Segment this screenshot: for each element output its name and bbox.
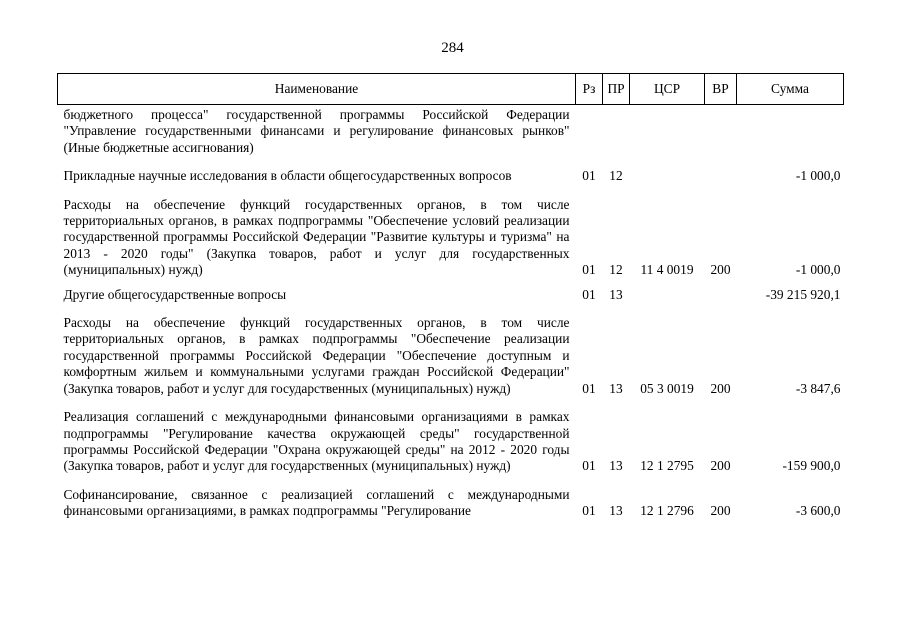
row-vr: 200 [710,458,731,474]
row-name: бюджетного процесса" государственной программы Российской Федерации "Управление государственными финансами и регулирование финансовых рынков" (Иные бюджетные ассигнования) [63,107,570,155]
row-sum: -3 600,0 [795,503,841,519]
header-sum: Сумма [737,74,844,105]
table-row [58,279,844,303]
row-name: Прикладные научные исследования в области общегосударственных вопросов [63,168,512,184]
row-vr [705,156,737,184]
table-row [58,105,844,157]
header-rz: Рз [576,74,603,105]
row-pr: 13 [609,286,623,302]
row-name: Расходы на обеспечение функций государственных органов, в том числе территориальных органов, в рамках подпрограммы "Обеспечение условий реализации государственной программы Российской Федерации "Развитие культуры и туризма" на 2013 - 2020 годы" (Закупка товаров, работ и услуг для государственных (муниципальных) нужд) [63,196,570,278]
table-row [58,303,844,397]
row-vr: 200 [710,380,731,396]
row-sum [737,105,844,157]
row-vr [705,279,737,303]
row-pr: 13 [609,458,623,474]
row-sum: -39 215 920,1 [765,286,841,302]
table-header-row [58,74,844,105]
row-pr: 12 [609,168,623,184]
table-row [58,475,844,520]
header-csr: ЦСР [630,74,705,105]
row-csr: 11 4 0019 [640,262,694,278]
row-rz: 01 [582,380,596,396]
table-row [58,185,844,279]
row-rz: 01 [582,168,596,184]
row-rz: 01 [582,503,596,519]
row-pr: 13 [609,503,623,519]
row-rz: 01 [582,286,596,302]
row-csr: 12 1 2795 [640,458,694,474]
header-vr: ВР [705,74,737,105]
row-csr [630,105,705,157]
table-row [58,156,844,184]
row-pr: 12 [609,262,623,278]
row-csr [630,156,705,184]
row-vr [705,105,737,157]
row-rz: 01 [582,262,596,278]
page-number: 284 [441,40,464,56]
row-name: Софинансирование, связанное с реализацией соглашений с международными финансовыми организациями, в рамках подпрограммы "Регулирование [63,486,570,519]
row-sum: -1 000,0 [795,168,841,184]
row-rz: 01 [582,458,596,474]
row-sum: -159 900,0 [782,458,841,474]
table-row [58,397,844,475]
row-name: Реализация соглашений с международными финансовыми организациями в рамках подпрограммы "Регулирование качества окружающей среды" государственной программы Российской Федерации "Охрана окружающей среды" на 2012 - 2020 годы (Закупка товаров, работ и услуг для государственных (муниципальных) нужд) [63,409,570,474]
row-name: Расходы на обеспечение функций государственных органов, в том числе территориальных органов, в рамках подпрограммы "Обеспечение реализации государственной программы Российской Федерации "Обеспечение доступным и комфортным жильем и коммунальными услугами граждан Российской Федерации" (Закупка товаров, работ и услуг для государственных (муниципальных) нужд) [63,315,570,396]
row-sum: -3 847,6 [795,380,841,396]
header-pr: ПР [603,74,630,105]
row-sum: -1 000,0 [795,262,841,278]
row-csr: 12 1 2796 [640,503,694,519]
row-pr [603,105,630,157]
row-vr: 200 [710,503,731,519]
header-name: Наименование [58,74,576,105]
row-csr: 05 3 0019 [640,380,694,396]
row-name: Другие общегосударственные вопросы [63,286,287,302]
row-vr: 200 [710,262,731,278]
row-pr: 13 [609,380,623,396]
budget-table [57,73,844,520]
row-rz [576,105,603,157]
row-csr [630,279,705,303]
